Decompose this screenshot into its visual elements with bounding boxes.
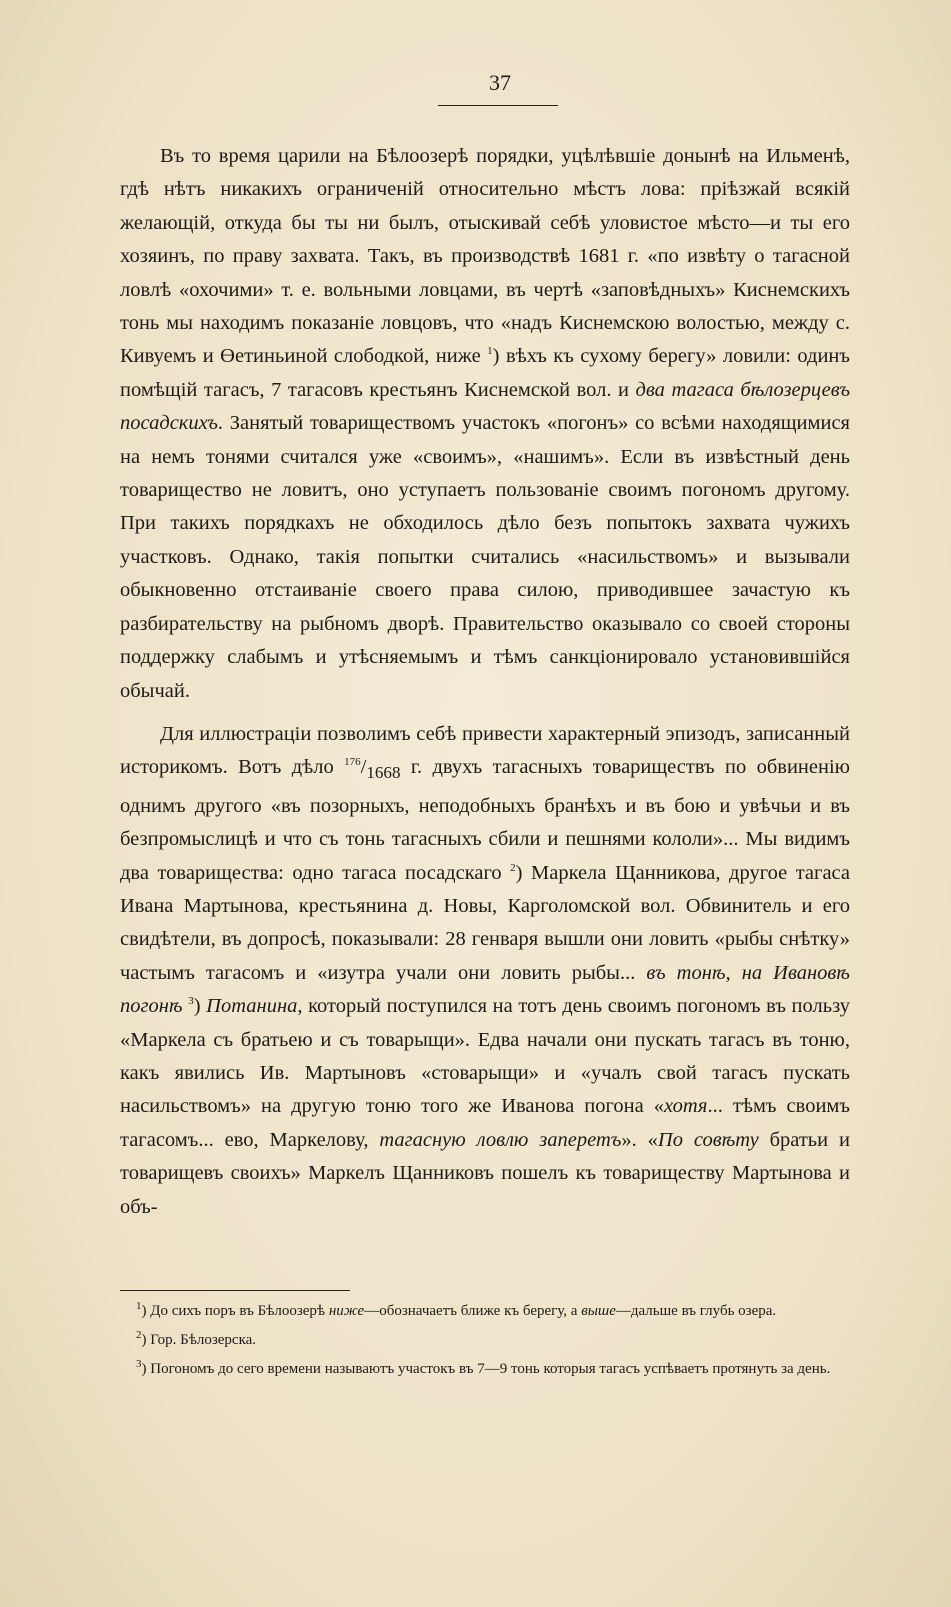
text-run: ) вѣхъ къ сухому берегу» ловили: одинъ помѣщій тагасъ, 7 тагасовъ крестьянъ Киснемской вол. и [120,345,850,401]
italic-text: Потанина [206,995,298,1018]
text-run: ) До сихъ поръ въ Бѣлоозерѣ [141,1303,329,1319]
text-run: . Занятый товариществомъ участокъ «погонъ» со всѣми находящимися на немъ тонями считался уже «своимъ», «нашимъ». Если въ извѣстный день товарищество не ловитъ, оно уступаетъ пользованіе своимъ погономъ другому. При такихъ порядкахъ не обходилось дѣло безъ попытокъ захвата чужихъ участковъ. Однако, такія попытки считались «насильствомъ» и вызывали обыкновенно отстаиваніе своего права силою, приводившее зачастую къ разбирательству на рыбномъ дворѣ. Правительство оказывало со своей стороны поддержку слабымъ и утѣсняемымъ и тѣмъ санкціонировало установившійся обычай. [120,412,850,702]
text-run: Для иллюстраціи позволимъ себѣ привести характерный эпизодъ, записанный историкомъ. Вотъ дѣло [120,722,850,779]
footnote-marker: 1 [487,345,493,358]
footnote-marker: 1 [136,1300,142,1312]
main-text [120,140,850,1224]
footnote-marker: 176 [344,756,361,769]
paragraph [120,718,850,1224]
text-run: —обозначаетъ ближе къ берегу, а [364,1303,582,1319]
fraction-denominator: 1668 [366,763,401,783]
text-run: г. двухъ тагасныхъ товариществъ по обвиненію однимъ другого «въ позорныхъ, неподобныхъ бранѣхъ и въ бою и увѣчьи и въ безпромыслицѣ и что съ тонь тагасныхъ сбили и пешнями кололи»... Мы видимъ два товарищества: одно тагаса посадскаго [120,756,850,884]
footnotes [120,1300,850,1387]
footnote-marker: 3 [136,1358,142,1370]
text-run: ) Маркела Щанникова, другое тагаса Ивана Мартынова, крестьянина д. Новы, Карголомской вол. Обвинитель и его свидѣтели, въ допросѣ, показывали: 28 генваря вышли они ловить «рыбы снѣтку» частымъ тагасомъ и «изутра учали они ловить рыбы... [120,861,850,984]
text-run: братьи и товарищевъ своихъ» Маркелъ Щанниковъ пошелъ къ товариществу Мартынова и объ- [120,1128,850,1218]
footnote [120,1358,850,1381]
italic-text: тагасную ловлю заперетъ [379,1128,622,1151]
italic-text: два тагаса бѣлозерцевъ посадскихъ [120,378,850,435]
text-run: —дальше въ глубь озера. [615,1303,777,1319]
text-run: ». « [621,1128,658,1151]
text-run: ) Погономъ до сего времени называютъ участокъ въ 7—9 тонь которыя тагасъ успѣваетъ протянуть за день. [141,1361,831,1377]
italic-text: хотя [664,1095,708,1118]
page-number-rule [438,105,558,106]
italic-text: въ тонѣ, на Ивановѣ погонѣ [120,961,850,1018]
page-number: 37 [489,70,511,95]
paragraph [120,140,850,708]
text-run: , который поступился на тотъ день своимъ погономъ въ пользу «Маркела съ братьею и съ товарыщи». Едва начали они пускать тагасъ въ тоню, какъ явились Ив. Мартыновъ «стоварыщи» и «учалъ свой тагасъ пускать насильствомъ» на другую тоню того же Иванова погона « [120,995,850,1118]
text-run: / [360,756,367,779]
text-run: ... тѣмъ своимъ тагасомъ... ево, Маркелову, [120,1095,850,1151]
text-run: ) Гор. Бѣлозерска. [141,1332,257,1348]
footnote-rule [120,1290,350,1291]
text-run: ) [193,995,207,1018]
footnote [120,1329,850,1352]
footnote-marker: 2 [510,861,516,874]
footnote-marker: 2 [136,1329,142,1341]
italic-text: выше [581,1303,616,1319]
footnote [120,1300,850,1323]
italic-text: По совѣту [657,1128,759,1151]
footnote-marker: 3 [188,995,194,1008]
italic-text: ниже [328,1303,365,1319]
text-run: Въ то время царили на Бѣлоозерѣ порядки, уцѣлѣвшіе донынѣ на Ильменѣ, гдѣ нѣтъ никакихъ ограниченій относительно мѣстъ лова: пріѣзжай всякій желающій, откуда бы ты ни былъ, отыскивай себѣ уловистое мѣсто—и ты его хозяинъ, по праву захвата. Такъ, въ производствѣ 1681 г. «по извѣту о тагасной ловлѣ «охочими» т. е. вольными ловцами, въ чертѣ «заповѣдныхъ» Киснемскихъ тонь мы находимъ показаніе ловцовъ, что «надъ Киснемскою волостью, между с. Кивуемъ и Өетиньиной слободкой, ниже [120,145,850,368]
